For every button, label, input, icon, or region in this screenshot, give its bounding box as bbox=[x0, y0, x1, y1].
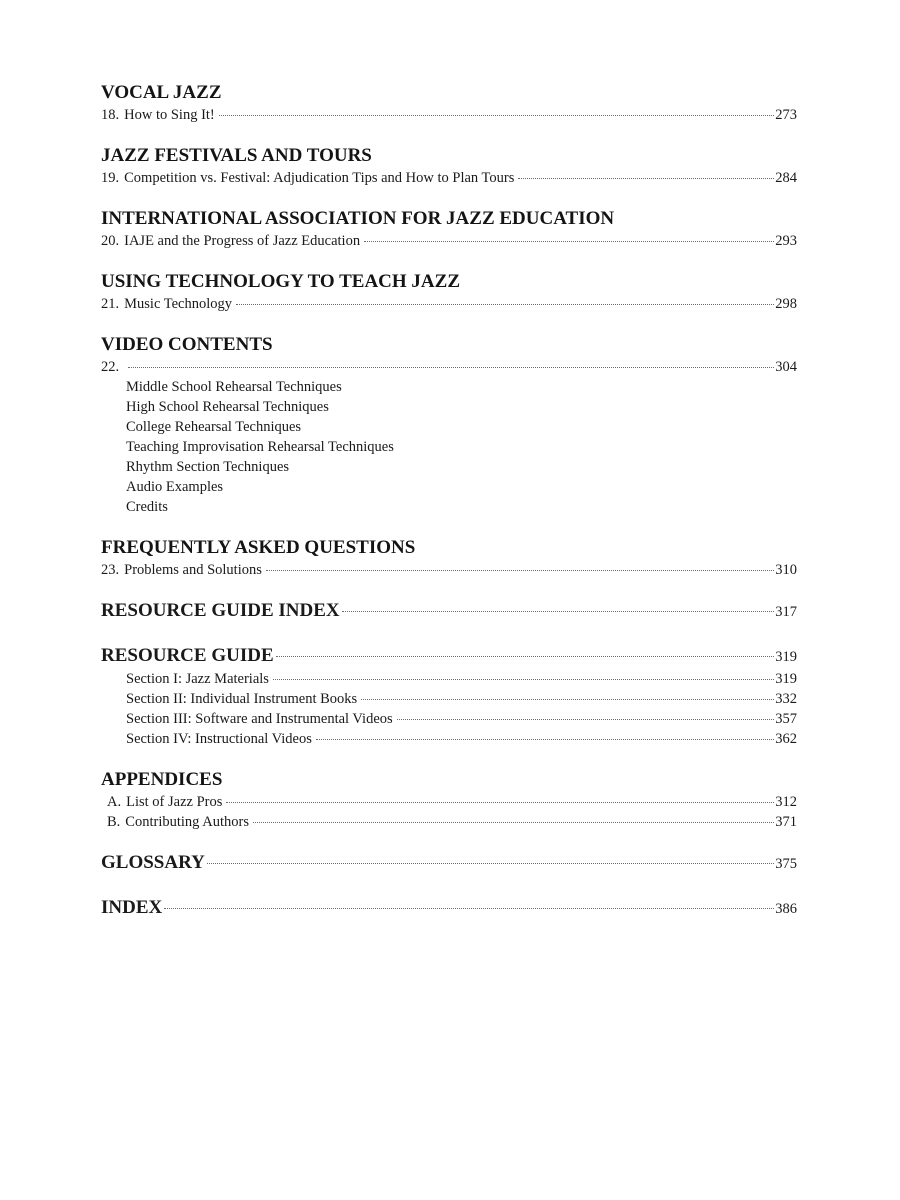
entry-title: Section III: Software and Instrumental Videos bbox=[126, 711, 393, 727]
page-number: 284 bbox=[775, 170, 797, 186]
video-item[interactable]: High School Rehearsal Techniques bbox=[126, 399, 329, 415]
section-index bbox=[101, 896, 797, 921]
section-video-contents bbox=[101, 333, 797, 517]
entry-number: 19. bbox=[101, 170, 120, 186]
section-heading: FREQUENTLY ASKED QUESTIONS bbox=[101, 537, 416, 558]
section-technology bbox=[101, 270, 797, 314]
entry-number: A. bbox=[107, 794, 122, 810]
section-heading: JAZZ FESTIVALS AND TOURS bbox=[101, 145, 372, 166]
section-heading: RESOURCE GUIDE bbox=[101, 645, 274, 666]
entry-number: 21. bbox=[101, 296, 120, 312]
entry-title: Contributing Authors bbox=[125, 814, 249, 830]
dot-leader bbox=[364, 241, 774, 242]
page-number: 298 bbox=[775, 296, 797, 312]
toc-entry[interactable] bbox=[101, 689, 797, 709]
page-number: 362 bbox=[775, 731, 797, 747]
video-item[interactable]: Credits bbox=[126, 499, 168, 515]
toc-heading-entry[interactable] bbox=[101, 896, 797, 921]
page-number: 304 bbox=[775, 359, 797, 375]
entry-title: Section II: Individual Instrument Books bbox=[126, 691, 358, 707]
page-number: 371 bbox=[775, 814, 797, 830]
entry-number: B. bbox=[107, 814, 121, 830]
table-of-contents bbox=[101, 81, 797, 941]
entry-title: List of Jazz Pros bbox=[126, 794, 223, 810]
entry-number: 18. bbox=[101, 107, 120, 123]
video-item[interactable]: College Rehearsal Techniques bbox=[126, 419, 302, 435]
toc-entry[interactable] bbox=[101, 168, 797, 188]
dot-leader bbox=[226, 802, 774, 803]
dot-leader bbox=[361, 699, 774, 700]
page-number: 375 bbox=[775, 856, 797, 872]
toc-heading-entry[interactable] bbox=[101, 599, 797, 624]
section-heading: APPENDICES bbox=[101, 769, 223, 790]
dot-leader bbox=[316, 739, 774, 740]
toc-entry[interactable] bbox=[101, 812, 797, 832]
section-heading: VOCAL JAZZ bbox=[101, 82, 222, 103]
entry-number: 20. bbox=[101, 233, 120, 249]
entry-number: 23. bbox=[101, 562, 120, 578]
video-item[interactable]: Audio Examples bbox=[126, 479, 224, 495]
section-jazz-festivals bbox=[101, 144, 797, 188]
toc-entry[interactable] bbox=[101, 792, 797, 812]
section-heading: INDEX bbox=[101, 897, 163, 918]
entry-title: IAJE and the Progress of Jazz Education bbox=[124, 233, 361, 249]
page-number: 319 bbox=[775, 649, 797, 665]
section-resource-guide-index bbox=[101, 599, 797, 624]
toc-heading-entry[interactable] bbox=[101, 644, 797, 669]
entry-title: Competition vs. Festival: Adjudication Tips and How to Plan Tours bbox=[124, 170, 515, 186]
section-heading: VIDEO CONTENTS bbox=[101, 334, 273, 355]
entry-title: Section IV: Instructional Videos bbox=[126, 731, 312, 747]
toc-entry[interactable] bbox=[101, 231, 797, 251]
page-number: 310 bbox=[775, 562, 797, 578]
dot-leader bbox=[397, 719, 775, 720]
section-heading: USING TECHNOLOGY TO TEACH JAZZ bbox=[101, 271, 460, 292]
entry-title: Section I: Jazz Materials bbox=[126, 671, 269, 687]
entry-title: Music Technology bbox=[124, 296, 232, 312]
entry-title: Problems and Solutions bbox=[124, 562, 262, 578]
dot-leader bbox=[253, 822, 774, 823]
section-glossary bbox=[101, 851, 797, 876]
section-resource-guide bbox=[101, 644, 797, 749]
toc-entry[interactable] bbox=[101, 357, 797, 377]
section-appendices bbox=[101, 768, 797, 832]
dot-leader bbox=[219, 115, 775, 116]
dot-leader bbox=[236, 304, 774, 305]
dot-leader bbox=[276, 656, 775, 657]
toc-entry[interactable] bbox=[101, 729, 797, 749]
page-number: 332 bbox=[775, 691, 797, 707]
dot-leader bbox=[266, 570, 774, 571]
section-heading: GLOSSARY bbox=[101, 852, 205, 873]
section-faq bbox=[101, 536, 797, 580]
toc-entry[interactable] bbox=[101, 294, 797, 314]
page-number: 312 bbox=[775, 794, 797, 810]
page-number: 317 bbox=[775, 604, 797, 620]
section-heading: RESOURCE GUIDE INDEX bbox=[101, 600, 340, 621]
video-item[interactable]: Middle School Rehearsal Techniques bbox=[126, 379, 342, 395]
dot-leader bbox=[518, 178, 774, 179]
page-number: 293 bbox=[775, 233, 797, 249]
toc-entry[interactable] bbox=[101, 709, 797, 729]
section-heading: INTERNATIONAL ASSOCIATION FOR JAZZ EDUCATION bbox=[101, 208, 615, 229]
entry-title: How to Sing It! bbox=[124, 107, 215, 123]
dot-leader bbox=[128, 367, 774, 368]
toc-entry[interactable] bbox=[101, 669, 797, 689]
page-number: 357 bbox=[775, 711, 797, 727]
dot-leader bbox=[164, 908, 774, 909]
video-item[interactable]: Rhythm Section Techniques bbox=[126, 459, 290, 475]
toc-entry[interactable] bbox=[101, 560, 797, 580]
page-number: 319 bbox=[775, 671, 797, 687]
page-number: 273 bbox=[775, 107, 797, 123]
dot-leader bbox=[342, 611, 775, 612]
page-number: 386 bbox=[775, 901, 797, 917]
dot-leader bbox=[273, 679, 774, 680]
toc-entry[interactable] bbox=[101, 105, 797, 125]
toc-heading-entry[interactable] bbox=[101, 851, 797, 876]
video-item[interactable]: Teaching Improvisation Rehearsal Techniques bbox=[126, 439, 394, 455]
section-vocal-jazz bbox=[101, 81, 797, 125]
dot-leader bbox=[207, 863, 774, 864]
entry-number: 22. bbox=[101, 359, 120, 375]
section-iaje bbox=[101, 207, 797, 251]
